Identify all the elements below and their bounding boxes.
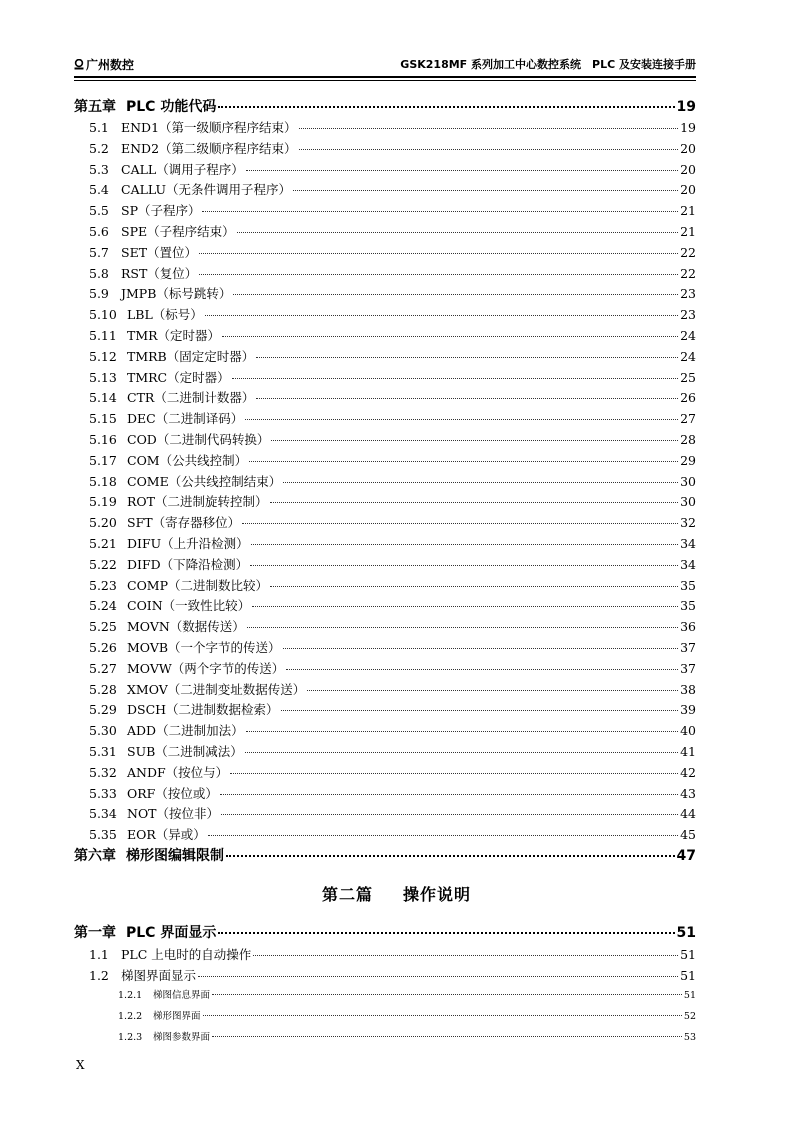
- entry-title: CALLU（无条件调用子程序）: [121, 182, 292, 198]
- toc-entry[interactable]: [89, 368, 696, 386]
- entry-title: MOVN（数据传送）: [127, 619, 245, 635]
- entry-title: TMRC（定时器）: [127, 369, 230, 385]
- entry-title: LBL（标号）: [127, 307, 203, 323]
- entry-title: XMOV（二进制变址数据传送）: [127, 681, 306, 697]
- entry-number: 5.23: [89, 577, 117, 593]
- entry-title: ADD（二进制加法）: [127, 723, 244, 739]
- toc-entry[interactable]: [89, 617, 696, 635]
- entry-page: 24: [680, 328, 696, 343]
- toc-entry[interactable]: [89, 680, 696, 698]
- leader-dots: [221, 814, 678, 815]
- entry-number: 5.19: [89, 494, 117, 510]
- entry-title: COM（公共线控制）: [127, 452, 248, 468]
- chapter-page: 51: [676, 925, 696, 941]
- leader-dots: [271, 440, 678, 441]
- entry-page: 43: [680, 785, 696, 801]
- entry-title: 梯形图界面: [153, 1011, 201, 1022]
- entry-page: 30: [680, 473, 696, 489]
- entry-title: COME（公共线控制结束）: [127, 473, 282, 489]
- chapter-title: 梯形图编辑限制: [126, 848, 224, 864]
- entry-title: 梯图界面显示: [121, 967, 197, 983]
- toc-entry[interactable]: [118, 1029, 696, 1043]
- part-label: 第二篇: [321, 885, 373, 904]
- entry-number: 5.16: [89, 432, 117, 447]
- entry-number: 5.15: [89, 411, 117, 427]
- entry-title: DIFU（上升沿检测）: [127, 536, 249, 551]
- toc-entry[interactable]: [89, 763, 696, 781]
- entry-number: 5.3: [89, 161, 109, 177]
- entry-title: END1（第一级顺序程序结束）: [121, 120, 297, 135]
- entry-page: 36: [680, 619, 696, 635]
- entry-number: 5.8: [89, 265, 109, 281]
- toc-entry[interactable]: [89, 784, 696, 802]
- entry-page: 40: [680, 723, 696, 739]
- entry-page: 27: [680, 411, 696, 427]
- entry-title: 梯图参数界面: [153, 1032, 211, 1043]
- toc-part2-chapter-1[interactable]: [74, 922, 696, 942]
- entry-number: 5.17: [89, 452, 117, 468]
- toc-entry[interactable]: [89, 825, 696, 843]
- entry-number: 5.33: [89, 785, 117, 801]
- leader-dots: [237, 232, 678, 233]
- entry-title: COMP（二进制数比较）: [127, 577, 269, 593]
- entry-title: CTR（二进制计数器）: [127, 390, 255, 406]
- entry-page: 24: [680, 348, 696, 364]
- toc-entry[interactable]: [89, 576, 696, 594]
- entry-title: SPE（子程序结束）: [121, 224, 235, 239]
- entry-page: 51: [683, 990, 696, 1001]
- toc-entry[interactable]: [89, 222, 696, 240]
- entry-title: CALL（调用子程序）: [121, 161, 244, 177]
- toc-entry[interactable]: [89, 742, 696, 760]
- entry-number: 5.9: [89, 286, 109, 302]
- entry-number: 1.2.2: [118, 1011, 143, 1022]
- leader-dots: [293, 190, 678, 191]
- entry-title: ANDF（按位与）: [127, 764, 229, 780]
- leader-dots: [256, 357, 678, 358]
- entry-page: 28: [680, 432, 696, 447]
- chapter-page: 19: [676, 99, 696, 115]
- entry-title: MOVW（两个字节的传送）: [127, 660, 285, 676]
- leader-dots: [202, 211, 678, 212]
- entry-page: 26: [680, 390, 696, 406]
- entry-number: 5.27: [89, 660, 117, 676]
- leader-dots: [212, 1036, 682, 1037]
- leader-dots: [281, 710, 679, 711]
- toc-entry[interactable]: [89, 472, 696, 490]
- entry-page: 42: [680, 764, 696, 780]
- entry-page: 23: [680, 307, 696, 323]
- entry-page: 34: [680, 556, 696, 572]
- part-title: 操作说明: [403, 885, 472, 904]
- entry-title: ORF（按位或）: [127, 785, 218, 801]
- gsk-logo-icon: [74, 59, 84, 70]
- entry-page: 39: [680, 702, 696, 718]
- leader-dots: [256, 398, 678, 399]
- entry-title: DEC（二进制译码）: [127, 411, 244, 427]
- toc-entry[interactable]: [89, 492, 696, 510]
- entry-number: 5.22: [89, 556, 117, 572]
- toc-entry[interactable]: [89, 966, 696, 984]
- leader-dots: [307, 690, 678, 691]
- toc-entry[interactable]: [89, 243, 696, 261]
- toc-entry[interactable]: [89, 305, 696, 323]
- entry-number: 5.11: [89, 328, 117, 343]
- entry-title: NOT（按位非）: [127, 806, 220, 822]
- toc-entry[interactable]: [89, 201, 696, 219]
- entry-number: 5.2: [89, 140, 109, 156]
- toc-entry[interactable]: [89, 638, 696, 656]
- chapter-title: PLC 功能代码: [126, 99, 217, 115]
- entry-number: 5.25: [89, 619, 117, 635]
- leader-dots: [199, 253, 678, 254]
- leader-dots: [245, 419, 678, 420]
- entry-number: 5.14: [89, 390, 117, 406]
- entry-title: COIN（一致性比较）: [127, 598, 251, 614]
- entry-page: 20: [680, 140, 696, 156]
- toc-entry[interactable]: [89, 596, 696, 614]
- leader-dots: [270, 586, 678, 587]
- brand-logo: [74, 56, 134, 73]
- brand-name: 广州数控: [86, 58, 135, 72]
- entry-page: 21: [680, 203, 696, 219]
- leader-dots: [299, 128, 679, 129]
- leader-dots: [226, 855, 675, 857]
- toc-entry[interactable]: [89, 326, 696, 344]
- leader-dots: [222, 336, 678, 337]
- entry-number: 5.10: [89, 307, 117, 323]
- entry-page: 22: [680, 265, 696, 281]
- entry-number: 5.21: [89, 536, 117, 551]
- leader-dots: [203, 1015, 682, 1016]
- entry-title: RST（复位）: [121, 265, 198, 281]
- toc-entry[interactable]: [89, 945, 696, 963]
- entry-page: 45: [680, 827, 696, 843]
- entry-title: PLC 上电时的自动操作: [121, 947, 252, 962]
- entry-number: 5.34: [89, 806, 117, 822]
- entry-page: 44: [680, 806, 696, 822]
- leader-dots: [299, 149, 679, 150]
- entry-page: 25: [680, 369, 696, 385]
- leader-dots: [283, 482, 678, 483]
- entry-number: 5.30: [89, 723, 117, 739]
- leader-dots: [246, 170, 678, 171]
- toc-entry[interactable]: [89, 160, 696, 178]
- entry-page: 35: [680, 598, 696, 614]
- entry-page: 20: [680, 161, 696, 177]
- entry-page: 52: [683, 1011, 696, 1022]
- leader-dots: [246, 731, 679, 732]
- entry-title: COD（二进制代码转换）: [127, 432, 270, 447]
- leader-dots: [286, 669, 678, 670]
- chapter-page: 47: [676, 848, 696, 864]
- entry-number: 5.18: [89, 473, 117, 489]
- entry-title: SUB（二进制减法）: [127, 744, 243, 759]
- entry-page: 35: [680, 577, 696, 593]
- leader-dots: [242, 523, 678, 524]
- leader-dots: [208, 835, 678, 836]
- entry-title: DSCH（二进制数据检索）: [127, 702, 279, 718]
- leader-dots: [233, 294, 678, 295]
- entry-number: 1.1: [89, 947, 109, 962]
- entry-number: 5.12: [89, 348, 117, 364]
- toc-entry[interactable]: [89, 534, 696, 552]
- leader-dots: [212, 994, 682, 995]
- entry-page: 53: [683, 1032, 696, 1043]
- toc-entry[interactable]: [89, 284, 696, 302]
- toc-chapter-6[interactable]: [74, 845, 696, 865]
- entry-page: 20: [680, 182, 696, 198]
- entry-page: 29: [680, 452, 696, 468]
- entry-page: 21: [680, 224, 696, 239]
- entry-page: 32: [680, 515, 696, 531]
- entry-title: 梯图信息界面: [153, 990, 211, 1001]
- entry-number: 5.28: [89, 681, 117, 697]
- entry-number: 5.29: [89, 702, 117, 718]
- leader-dots: [250, 565, 678, 566]
- toc-entry[interactable]: [89, 430, 696, 448]
- entry-title: SP（子程序）: [121, 203, 201, 219]
- toc-entry[interactable]: [89, 118, 696, 136]
- entry-title: TMR（定时器）: [127, 328, 221, 343]
- entry-title: DIFD（下降沿检测）: [127, 556, 249, 572]
- entry-page: 38: [680, 681, 696, 697]
- leader-dots: [218, 932, 674, 934]
- entry-number: 1.2.3: [118, 1032, 143, 1043]
- entry-title: END2（第二级顺序程序结束）: [121, 140, 297, 156]
- entry-page: 34: [680, 536, 696, 551]
- entry-page: 51: [680, 967, 696, 983]
- entry-page: 37: [680, 640, 696, 655]
- leader-dots: [230, 773, 678, 774]
- entry-number: 5.6: [89, 224, 109, 239]
- chapter-label: 第六章: [74, 848, 116, 864]
- leader-dots: [199, 274, 678, 275]
- toc-entry[interactable]: [89, 700, 696, 718]
- manual-title: GSK218MF 系列加工中心数控系统 PLC 及安装连接手册: [400, 58, 696, 71]
- toc-entry[interactable]: [89, 388, 696, 406]
- entry-title: EOR（异或）: [127, 827, 206, 843]
- entry-page: 19: [680, 120, 696, 135]
- chapter-label: 第一章: [74, 925, 116, 941]
- leader-dots: [247, 627, 678, 628]
- leader-dots: [249, 461, 678, 462]
- page-number: X: [76, 1058, 85, 1072]
- leader-dots: [232, 378, 678, 379]
- entry-page: 51: [680, 947, 696, 962]
- entry-number: 5.24: [89, 598, 117, 614]
- leader-dots: [245, 752, 678, 753]
- toc-entry[interactable]: [89, 139, 696, 157]
- entry-title: ROT（二进制旋转控制）: [127, 494, 268, 510]
- toc-entry[interactable]: [89, 804, 696, 822]
- entry-title: SET（置位）: [121, 244, 198, 260]
- toc-entry[interactable]: [118, 1008, 696, 1022]
- leader-dots: [251, 544, 678, 545]
- header-rule-thin: [74, 80, 696, 81]
- leader-dots: [220, 794, 678, 795]
- entry-page: 23: [680, 286, 696, 302]
- entry-title: JMPB（标号跳转）: [121, 286, 232, 302]
- leader-dots: [198, 976, 678, 977]
- toc-entry[interactable]: [89, 180, 696, 198]
- entry-number: 5.5: [89, 203, 109, 219]
- page-header: [74, 56, 696, 74]
- part-heading: [0, 882, 793, 905]
- entry-title: MOVB（一个字节的传送）: [127, 640, 281, 655]
- toc-entry[interactable]: [89, 659, 696, 677]
- toc-entry[interactable]: [89, 721, 696, 739]
- toc-entry[interactable]: [89, 555, 696, 573]
- toc-entry[interactable]: [118, 987, 696, 1001]
- entry-number: 5.4: [89, 182, 109, 198]
- entry-number: 1.2.1: [118, 990, 143, 1001]
- entry-page: 41: [680, 744, 696, 759]
- leader-dots: [218, 106, 674, 108]
- toc-entry[interactable]: [89, 264, 696, 282]
- entry-number: 5.1: [89, 120, 109, 135]
- entry-page: 37: [680, 660, 696, 676]
- chapter-label: 第五章: [74, 99, 116, 115]
- toc-chapter-5[interactable]: [74, 96, 696, 116]
- leader-dots: [252, 606, 678, 607]
- toc-entry[interactable]: [89, 451, 696, 469]
- entry-number: 5.35: [89, 827, 117, 843]
- entry-number: 5.32: [89, 764, 117, 780]
- entry-number: 5.31: [89, 744, 117, 759]
- entry-page: 30: [680, 494, 696, 510]
- toc-entry[interactable]: [89, 513, 696, 531]
- toc-entry[interactable]: [89, 347, 696, 365]
- entry-number: 5.20: [89, 515, 117, 531]
- header-rule: [74, 76, 696, 78]
- entry-number: 1.2: [89, 967, 109, 983]
- toc-entry[interactable]: [89, 409, 696, 427]
- entry-number: 5.7: [89, 244, 109, 260]
- entry-title: TMRB（固定定时器）: [127, 348, 255, 364]
- entry-page: 22: [680, 244, 696, 260]
- leader-dots: [253, 955, 678, 956]
- leader-dots: [270, 502, 679, 503]
- leader-dots: [205, 315, 678, 316]
- chapter-title: PLC 界面显示: [126, 925, 217, 941]
- entry-number: 5.26: [89, 640, 117, 655]
- entry-title: SFT（寄存器移位）: [127, 515, 241, 531]
- entry-number: 5.13: [89, 369, 117, 385]
- leader-dots: [283, 648, 679, 649]
